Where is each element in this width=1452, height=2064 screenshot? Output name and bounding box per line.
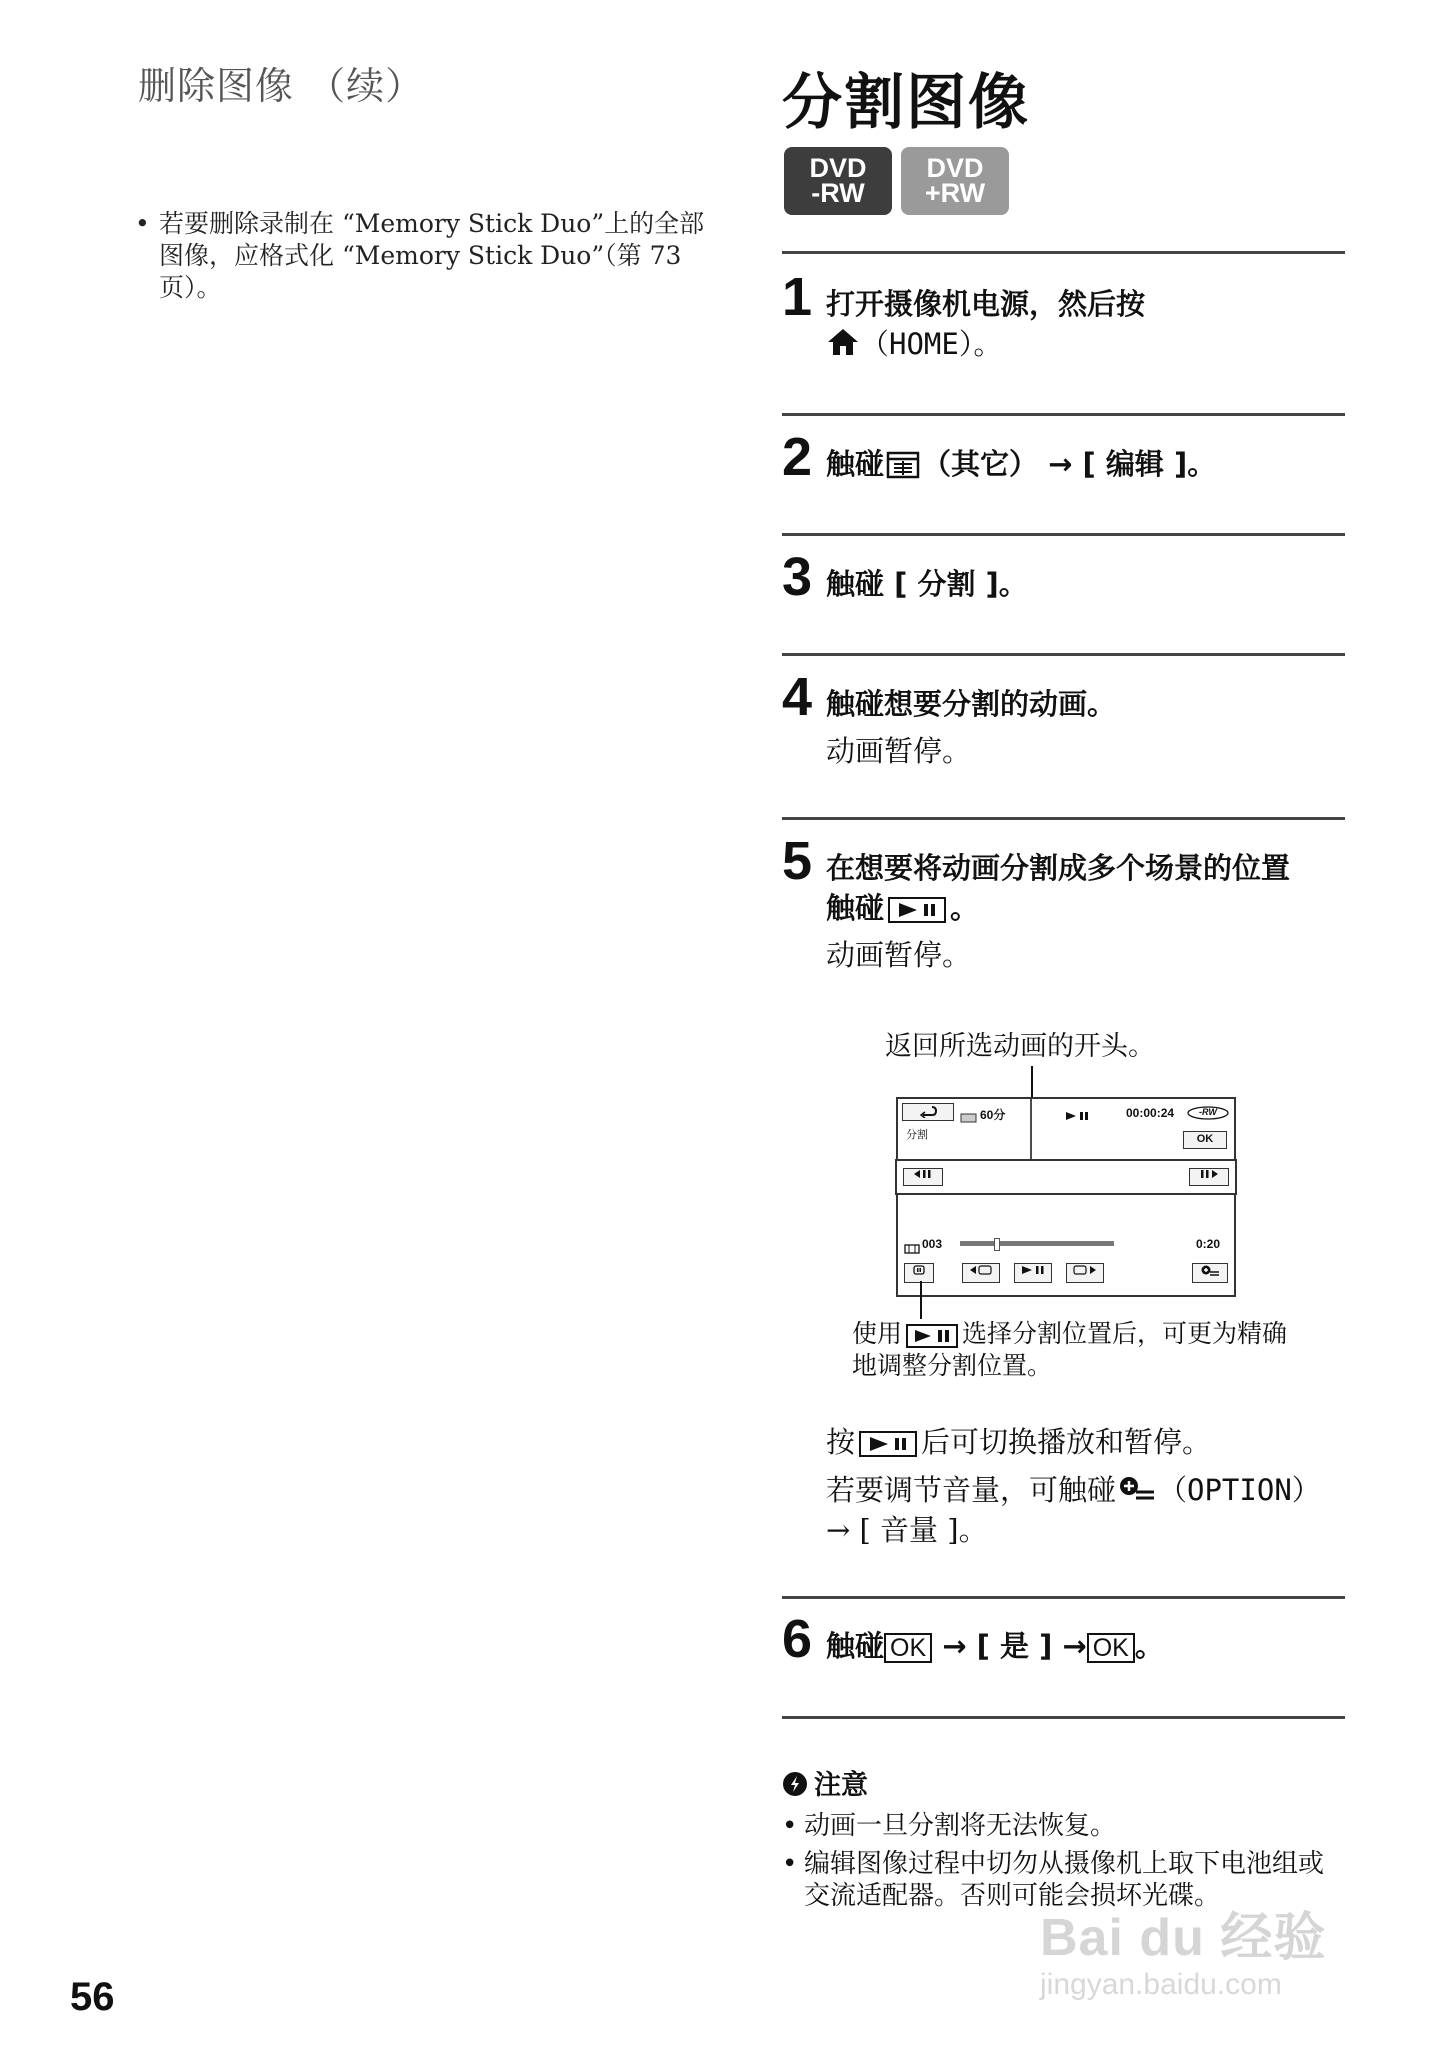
after2-post: （OPTION）	[1158, 1473, 1321, 1507]
step-6-mid: → [ 是 ] →	[932, 1629, 1087, 1663]
step-5-number: 5	[782, 831, 813, 891]
step-4-sub: 动画暂停。	[826, 734, 972, 768]
frame-adjust-band	[895, 1159, 1237, 1195]
divider	[782, 1716, 1345, 1719]
play-pause-icon	[1018, 1264, 1048, 1276]
step-5-after3: → [ 音量 ]。	[826, 1513, 988, 1547]
badge-line2: -RW	[811, 178, 865, 208]
ok-button[interactable]: OK	[1183, 1131, 1227, 1149]
mode-label: 分割	[906, 1129, 928, 1141]
note-title-text: 注意	[814, 1770, 868, 1801]
home-label: （HOME）。	[860, 327, 1003, 361]
step-2-number: 2	[782, 427, 813, 487]
note-item: • 动画一旦分割将无法恢复。	[782, 1810, 1342, 1842]
prev-frame-button[interactable]	[903, 1168, 943, 1186]
play-status-icon	[1064, 1107, 1092, 1126]
battery-remaining: 60分	[980, 1108, 1006, 1122]
option-icon	[1118, 1474, 1156, 1514]
callout-line-bottom	[919, 1281, 923, 1319]
page-number: 56	[70, 1975, 115, 2019]
home-icon	[826, 327, 860, 367]
step-2-post: （其它） → [ 编辑 ]。	[922, 447, 1217, 481]
badge-line1: DVD	[926, 153, 984, 183]
note-item-text: 动画一旦分割将无法恢复。	[804, 1811, 1117, 1841]
next-frame-button[interactable]	[1189, 1168, 1229, 1186]
after1-pre: 按	[826, 1425, 856, 1459]
fine-adjust-icon	[912, 1264, 926, 1276]
play-pause-icon	[888, 897, 946, 923]
play-pause-icon	[906, 1324, 958, 1348]
step-1-number: 1	[782, 267, 813, 327]
total-duration: 0:20	[1196, 1237, 1221, 1251]
divider	[782, 251, 1345, 254]
after1-post: 后可切换播放和暂停。	[921, 1425, 1212, 1459]
option-button[interactable]	[1192, 1263, 1228, 1283]
return-icon	[918, 1104, 938, 1118]
step-5-post: 。	[950, 891, 980, 925]
divider	[782, 533, 1345, 536]
badge-line2: +RW	[924, 178, 986, 208]
step-4-number: 4	[782, 667, 813, 727]
other-icon	[886, 449, 920, 489]
step-2-pre: 触碰	[826, 447, 885, 481]
prev-frame-icon	[912, 1169, 934, 1179]
divider	[782, 653, 1345, 656]
prev-scene-icon	[967, 1264, 995, 1276]
scene-number: 003	[922, 1237, 943, 1251]
step-6-text	[826, 1626, 1164, 1666]
left-note: • 若要删除录制在 “Memory Stick Duo”上的全部图像，应格式化 “Memory Stick Duo”（第 73 页）。	[135, 208, 715, 304]
dvd-plus-rw-badge	[901, 147, 1009, 215]
timecode: 00:00:24	[1126, 1106, 1175, 1120]
callout-return-to-start: 返回所选动画的开头。	[885, 1031, 1155, 1062]
left-note-text: 若要删除录制在 “Memory Stick Duo”上的全部图像，应格式化 “Memory Stick Duo”（第 73 页）。	[159, 209, 705, 302]
prev-scene-button[interactable]	[962, 1263, 1000, 1283]
watermark-brand: Bai du 经验	[1040, 1909, 1327, 1967]
next-scene-icon	[1071, 1264, 1099, 1276]
ok-icon: OK	[1087, 1633, 1135, 1663]
battery-icon	[960, 1108, 978, 1127]
step-6-pre: 触碰	[826, 1629, 885, 1663]
continued-title: 删除图像 （续）	[138, 64, 425, 108]
fine-adjust-button[interactable]	[904, 1263, 934, 1283]
next-frame-icon	[1198, 1169, 1220, 1179]
page-title: 分割图像	[782, 68, 1030, 138]
progress-handle[interactable]	[994, 1238, 1000, 1251]
step-1-line1: 打开摄像机电源，然后按	[826, 287, 1146, 321]
divider	[782, 413, 1345, 416]
after2-pre: 若要调节音量，可触碰	[826, 1473, 1117, 1507]
next-scene-button[interactable]	[1066, 1263, 1104, 1283]
callout-line-in-screen	[1029, 1099, 1033, 1159]
note-heading	[782, 1763, 868, 1804]
return-button[interactable]	[902, 1103, 954, 1121]
step-6-number: 6	[782, 1609, 813, 1669]
callout-fine-adjust	[852, 1318, 1292, 1382]
lcd-screen	[896, 1097, 1236, 1297]
badge-line1: DVD	[809, 153, 867, 183]
step-5-line2	[826, 888, 979, 928]
film-icon	[904, 1239, 920, 1258]
step-5-line1: 在想要将动画分割成多个场景的位置	[826, 851, 1291, 885]
step-4-text: 触碰想要分割的动画。	[826, 687, 1117, 721]
step-5-after1	[826, 1422, 1211, 1462]
step-1-line2	[826, 324, 1002, 367]
note-item: • 编辑图像过程中切勿从摄像机上取下电池组或交流适配器。否则可能会损坏光碟。	[782, 1848, 1342, 1912]
divider	[782, 1596, 1345, 1599]
step-5-after2	[826, 1470, 1321, 1514]
divider	[782, 817, 1345, 820]
option-icon	[1200, 1264, 1220, 1278]
note-item-text: 编辑图像过程中切勿从摄像机上取下电池组或交流适配器。否则可能会损坏光碟。	[804, 1849, 1325, 1911]
step-5-pre: 触碰	[826, 891, 885, 925]
caution-icon	[782, 1771, 808, 1804]
play-pause-icon	[859, 1431, 917, 1457]
dvd-rw-badge	[784, 147, 892, 215]
callout-bottom-pre: 使用	[852, 1319, 903, 1348]
step-3-text: 触碰 [ 分割 ]。	[826, 567, 1028, 601]
play-pause-button[interactable]	[1014, 1263, 1052, 1283]
callout-bottom-post: 选择分割位置后，可更为精确地调整分割位置。	[852, 1319, 1288, 1380]
watermark-url: jingyan.baidu.com	[1040, 1968, 1282, 2001]
ok-icon: OK	[884, 1633, 932, 1663]
step-3-number: 3	[782, 547, 813, 607]
disc-type: -RW	[1199, 1107, 1217, 1117]
step-6-post: 。	[1134, 1629, 1164, 1663]
progress-bar[interactable]	[960, 1241, 1114, 1246]
step-5-sub: 动画暂停。	[826, 938, 972, 972]
step-2-text	[826, 444, 1216, 489]
